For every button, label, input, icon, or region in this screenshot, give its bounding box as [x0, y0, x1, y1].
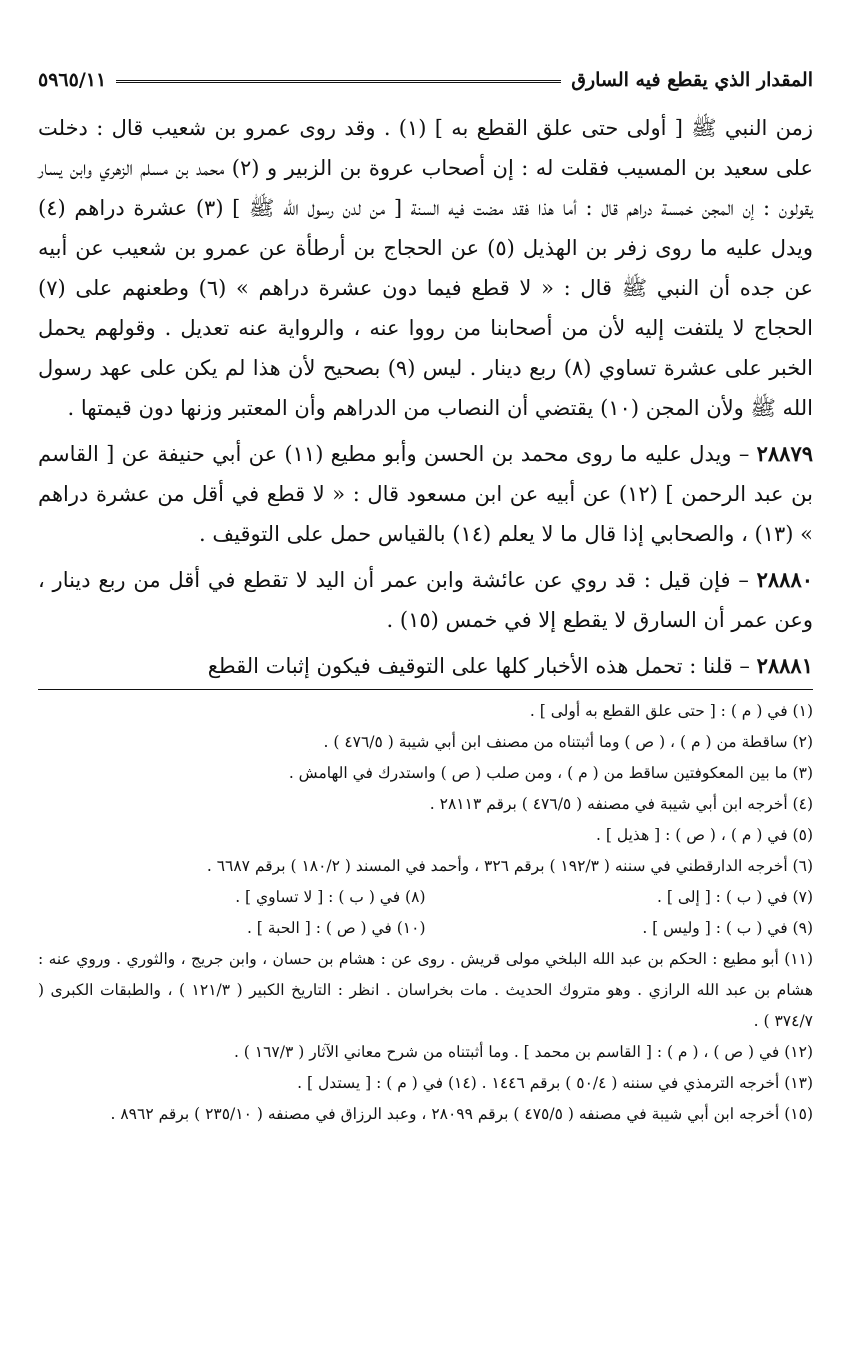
footnote: (١٣) أخرجه الترمذي في سننه ( ٥٠/٤ ) برقم ١٤٤٦ . (١٤) في ( م ) : [ يستدل ] .: [297, 1074, 813, 1092]
paragraph-number: ٢٨٨٧٩: [756, 441, 814, 466]
paragraph-4: [38, 646, 813, 690]
page-number: ٥٩٦٥/١١: [38, 69, 107, 91]
footnote: (١٥) أخرجه ابن أبي شيبة في مصنفه ( ٤٧٥/٥ ) برقم ٢٨٠٩٩ ، وعبد الرزاق في مصنفه ( ٢٣٥/١٠ ) برقم ٨٩٦٢ .: [110, 1105, 813, 1123]
footnote: (٣) ما بين المعكوفتين ساقط من ( م ) ، ومن صلب ( ص ) واستدرك في الهامش .: [288, 764, 813, 782]
header-rule: [116, 80, 561, 83]
paragraph-text: – قلنا : تحمل هذه الأخبار كلها على التوقيف فيكون إثبات القطع: [207, 654, 757, 678]
page: [38, 40, 813, 1334]
main-text: [38, 108, 813, 690]
footnote: (٨) في ( ب ) : [ لا تساوي ] .: [235, 888, 426, 906]
paragraph-3: [38, 560, 813, 640]
header-title: المقدار الذي يقطع فيه السارق: [571, 69, 813, 91]
paragraph-1: زمن النبي ﷺ [ أولى حتى علق القطع به ] (١) . وقد روى عمرو بن شعيب قال : دخلت على سعيد بن المسيب فقلت له : إن أصحاب عروة بن الزبير و (٢) محمد بن مسلم الزهري وابن يسار يقولون : إن المجن خمسة دراهم قال : أما هذا فقد مضت فيه السنة [ من لدن رسول الله ﷺ ] (٣) عشرة دراهم (٤) ويدل عليه ما روى زفر بن الهذيل (٥) عن الحجاج بن أرطأة عن عمرو بن شعيب عن أبيه عن جده أن النبي ﷺ قال : « لا قطع فيما دون عشرة دراهم » (٦) وطعنهم على (٧) الحجاج لا يلتفت إليه لأن من أصحابنا من رووا عنه ، والرواية عنه تعديل . وقولهم يحمل الخبر على عشرة تساوي (٨) ربع دينار . ليس (٩) بصحيح لأن هذا لم يكن على عهد رسول الله ﷺ ولأن المجن (١٠) يقتضي أن النصاب من الدراهم وأن المعتبر وزنها دون قيمتها .: [38, 116, 814, 420]
footnote: (٩) في ( ب ) : [ وليس ] .: [642, 919, 813, 937]
footnote-pair: [38, 913, 813, 944]
paragraph-text: – فإن قيل : قد روي عن عائشة وابن عمر أن اليد لا تقطع في أقل من ربع دينار ، وعن عمر أن السارق لا يقطع إلا في خمس (١٥) .: [38, 568, 813, 632]
footnote: (١) في ( م ) : [ حتى علق القطع به أولى ] .: [529, 702, 813, 720]
paragraph-2: [38, 434, 813, 554]
paragraph-number: ٢٨٨٨٠: [756, 567, 814, 592]
running-header: [38, 40, 813, 90]
paragraph-number: ٢٨٨٨١: [756, 653, 813, 678]
footnote: (١٠) في ( ص ) : [ الحبة ] .: [246, 919, 426, 937]
footnote-pair: [38, 882, 813, 913]
footnote: (٦) أخرجه الدارقطني في سننه ( ١٩٢/٣ ) برقم ٣٢٦ ، وأحمد في المسند ( ١٨٠/٢ ) برقم ٦٦٨٧ .: [206, 857, 813, 875]
footnotes: [38, 696, 813, 1130]
footnote: (١٢) في ( ص ) ، ( م ) : [ القاسم بن محمد ] . وما أثبتناه من شرح معاني الآثار ( ١٦٧/٣ ) .: [233, 1043, 813, 1061]
footnote: (٧) في ( ب ) : [ إلى ] .: [657, 888, 813, 906]
footnote: (١١) أبو مطيع : الحكم بن عبد الله البلخي مولى قريش . روى عن : هشام بن حسان ، وابن جريج ، والثوري . وروي عنه : هشام بن عبد الله الرازي . وهو متروك الحديث . مات بخراسان . انظر : التاريخ الكبير ( ١٢١/٣ ) ، والطبقات الكبرى ( ٣٧٤/٧ ) .: [38, 950, 814, 1030]
paragraph-text: – ويدل عليه ما روى محمد بن الحسن وأبو مطيع (١١) عن أبي حنيفة عن [ القاسم بن عبد الرحمن ] (١٢) عن أبيه عن ابن مسعود قال : « لا قطع في أقل من عشرة دراهم » (١٣) ، والصحابي إذا قال ما لا يعلم (١٤) بالقياس حمل على التوقيف .: [38, 442, 813, 546]
footnote: (٤) أخرجه ابن أبي شيبة في مصنفه ( ٤٧٦/٥ ) برقم ٢٨١١٣ .: [429, 795, 813, 813]
footnote: (٢) ساقطة من ( م ) ، ( ص ) وما أثبتناه من مصنف ابن أبي شيبة ( ٤٧٦/٥ ) .: [323, 733, 813, 751]
footnote: (٥) في ( م ) ، ( ص ) : [ هذيل ] .: [596, 826, 813, 844]
